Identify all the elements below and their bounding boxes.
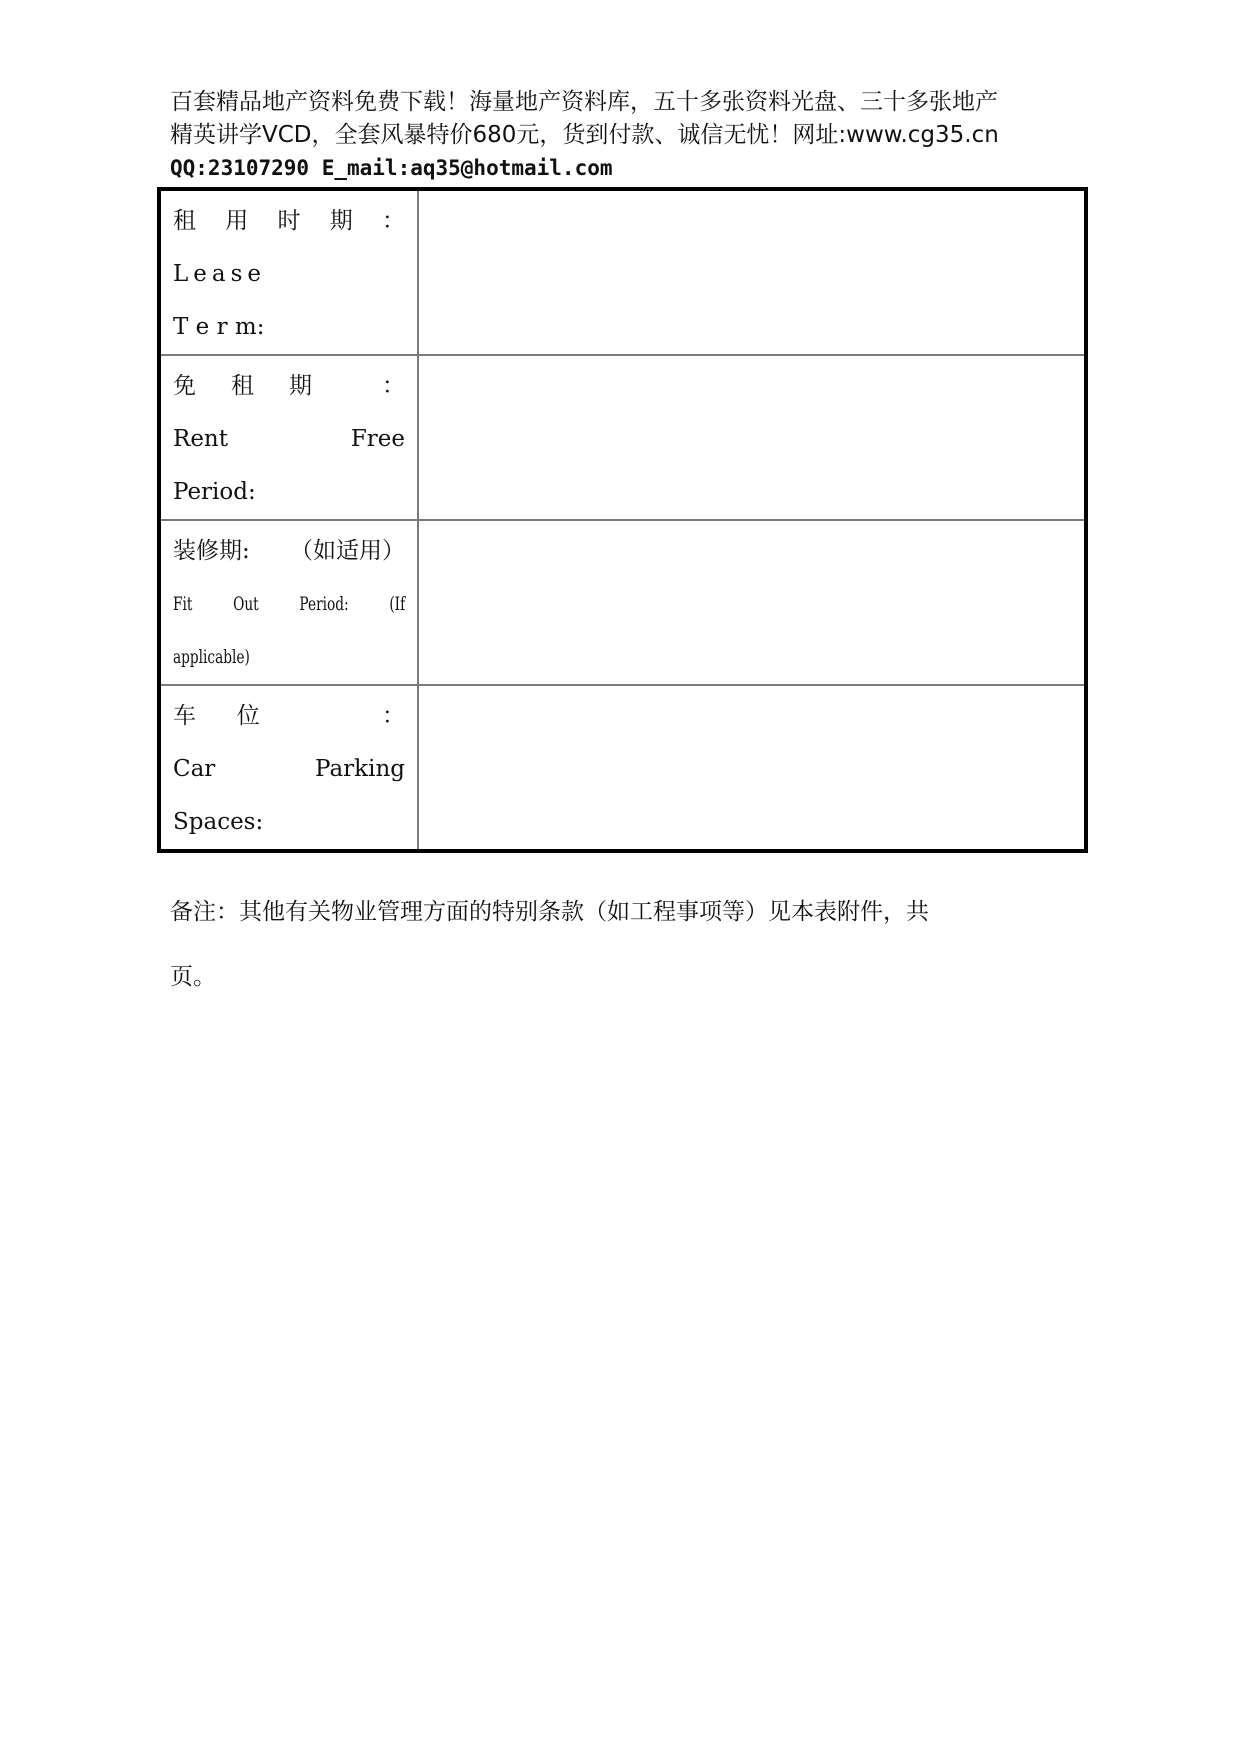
remarks-note xyxy=(170,880,1075,1010)
label-cell-lease-term xyxy=(159,189,418,355)
label-en-1: Fit Out Period: (If xyxy=(173,593,406,615)
label-en-2: Spaces: xyxy=(173,809,264,835)
note-line-1: 备注：其他有关物业管理方面的特别条款（如工程事项等）见本表附件，共 xyxy=(170,899,929,925)
value-cell-car-parking[interactable] xyxy=(418,685,1086,851)
table-row-rent-free xyxy=(159,355,1086,520)
label-en-1: Rent Free xyxy=(173,426,405,452)
header-line-3: QQ:23107290 E_mail:aq35@hotmail.com xyxy=(170,156,613,180)
value-cell-lease-term[interactable] xyxy=(418,189,1086,355)
document-header xyxy=(170,86,1090,185)
label-cell-car-parking xyxy=(159,685,418,851)
label-en-2: T e r m: xyxy=(173,314,265,340)
table-row-car-parking xyxy=(159,685,1086,851)
value-cell-fit-out[interactable] xyxy=(418,520,1086,685)
value-cell-rent-free[interactable] xyxy=(418,355,1086,520)
label-zh: 车 位 ： xyxy=(173,703,405,729)
label-en-1: Car Parking xyxy=(173,756,405,782)
label-zh: 租 用 时 期 ： xyxy=(173,208,405,234)
label-cell-fit-out xyxy=(159,520,418,685)
header-line-2: 精英讲学VCD，全套风暴特价680元，货到付款、诚信无忧！网址:www.cg35.cn xyxy=(170,122,999,148)
label-en-2: Period: xyxy=(173,479,256,505)
label-cell-rent-free xyxy=(159,355,418,520)
table-row-lease-term xyxy=(159,189,1086,355)
label-en-2: applicable) xyxy=(173,646,250,668)
label-zh: 免 租 期 ： xyxy=(173,373,405,399)
note-line-2: 页。 xyxy=(170,964,216,990)
header-line-1: 百套精品地产资料免费下载！海量地产资料库，五十多张资料光盘、三十多张地产 xyxy=(170,89,998,115)
label-zh: 装修期: （如适用） xyxy=(173,538,405,564)
lease-terms-table xyxy=(157,187,1088,853)
label-en-1: L e a s e xyxy=(173,261,261,287)
table-row-fit-out xyxy=(159,520,1086,685)
